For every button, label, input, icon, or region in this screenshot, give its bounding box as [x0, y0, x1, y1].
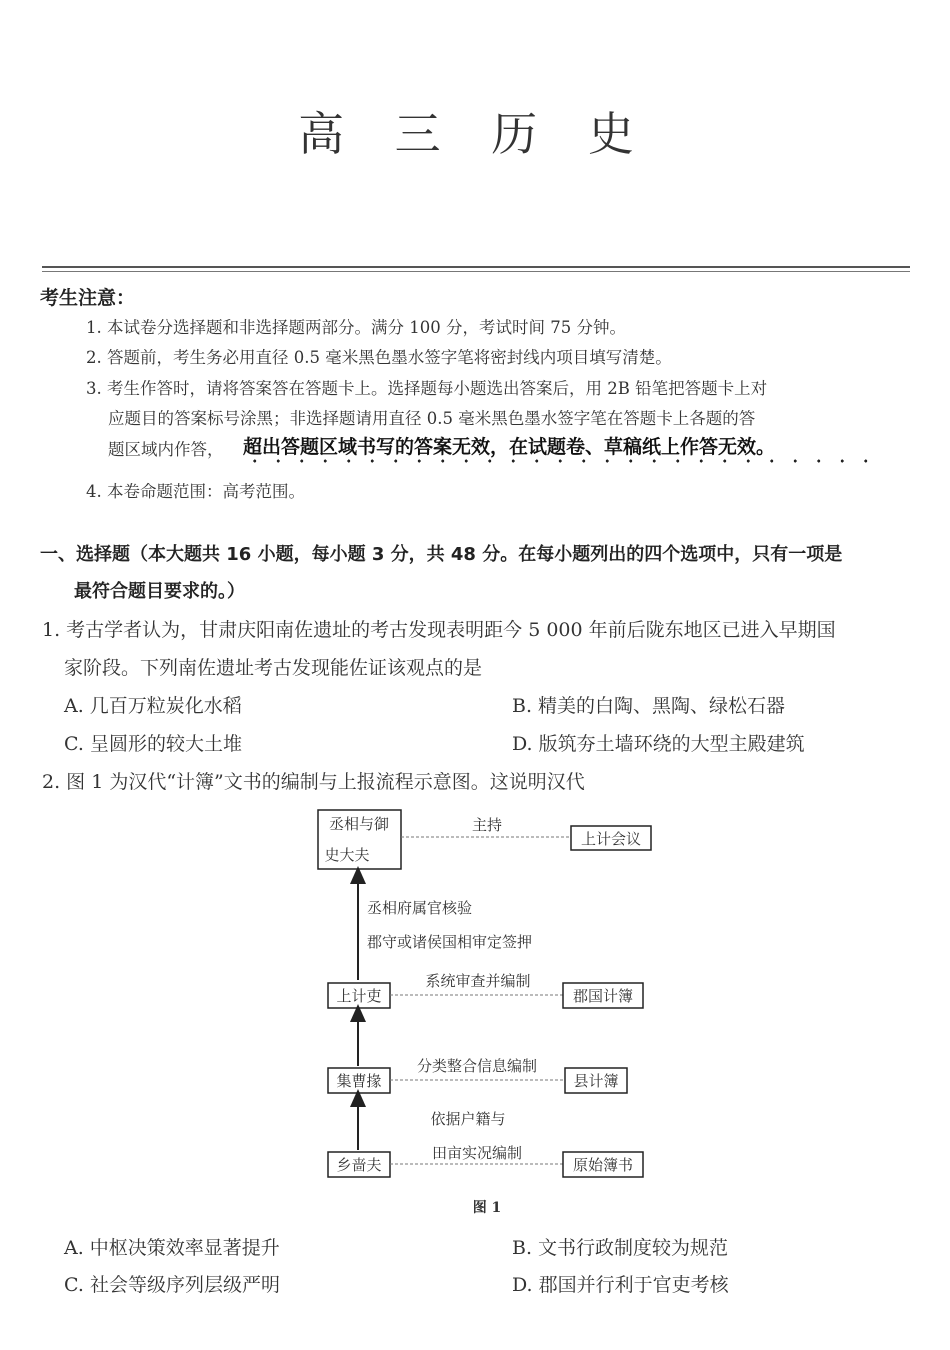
- notice-item-3-cont2: 题区域内作答，: [108, 440, 224, 459]
- box-meeting-label: 上计会议: [580, 830, 642, 848]
- q2-option-c[interactable]: C. 社会等级序列层级严明: [64, 1274, 280, 1296]
- figure-1-flowchart: [300, 800, 670, 1220]
- question-2-stem: 2. 图 1 为汉代“计簿”文书的编制与上报流程示意图。这说明汉代: [42, 771, 585, 793]
- box-jun-label: 郡国计簿: [572, 987, 634, 1005]
- box-chancellor-line1: 丞相与御: [328, 815, 390, 833]
- box-chancellor-line2: 史大夫: [324, 846, 370, 864]
- notice-item-2: 2. 答题前，考生务必用直径 0.5 毫米黑色墨水签字笔将密封线内项目填写清楚。: [86, 348, 672, 367]
- divider: [42, 266, 910, 268]
- label-host: 主持: [471, 816, 503, 834]
- q1-option-c[interactable]: C. 呈圆形的较大土堆: [64, 733, 242, 755]
- q2-option-a[interactable]: A. 中枢决策效率显著提升: [64, 1237, 280, 1259]
- box-shangji-label: 上计吏: [336, 987, 382, 1005]
- q1-option-d[interactable]: D. 版筑夯土墙环绕的大型主殿建筑: [512, 733, 805, 755]
- notice-item-1: 1. 本试卷分选择题和非选择题两部分。满分 100 分，考试时间 75 分钟。: [86, 318, 626, 337]
- q2-option-d[interactable]: D. 郡国并行利于官吏考核: [512, 1274, 729, 1296]
- emphasis-dots: [243, 458, 873, 464]
- divider-thin: [42, 271, 910, 272]
- question-1-stem-cont: 家阶段。下列南佐遗址考古发现能佐证该观点的是: [64, 657, 483, 679]
- label-classify: 分类整合信息编制: [416, 1057, 538, 1075]
- label-verify-1: 丞相府属官核验: [367, 899, 473, 917]
- notice-item-4: 4. 本卷命题范围：高考范围。: [86, 482, 305, 501]
- q1-option-b[interactable]: B. 精美的白陶、黑陶、绿松石器: [512, 695, 786, 717]
- box-origin-label: 原始簿书: [572, 1156, 634, 1174]
- box-xiang-label: 乡啬夫: [336, 1156, 382, 1174]
- section-heading-cont: 最符合题目要求的。）: [74, 581, 245, 602]
- label-review: 系统审查并编制: [425, 972, 531, 990]
- box-jicao-label: 集曹掾: [336, 1072, 382, 1090]
- label-basis-2: 田亩实况编制: [431, 1144, 523, 1162]
- q2-option-b[interactable]: B. 文书行政制度较为规范: [512, 1237, 729, 1259]
- q1-option-a[interactable]: A. 几百万粒炭化水稻: [64, 695, 242, 717]
- notice-heading: 考生注意：: [40, 287, 136, 309]
- section-heading: 一、选择题（本大题共 16 小题，每小题 3 分，共 48 分。在每小题列出的四个选项中，只有一项是: [40, 544, 843, 565]
- box-xian-label: 县计簿: [573, 1072, 619, 1090]
- notice-item-3-cont: 应题目的答案标号涂黑；非选择题请用直径 0.5 毫米黑色墨水签字笔在答题卡上各题的答: [108, 409, 756, 428]
- label-basis-1: 依据户籍与: [430, 1110, 506, 1128]
- figure-caption: 图 1: [472, 1200, 502, 1216]
- question-1-stem: 1. 考古学者认为，甘肃庆阳南佐遗址的考古发现表明距今 5 000 年前后陇东地区已进入早期国: [42, 619, 836, 641]
- notice-emphasis: 超出答题区域书写的答案无效，在试题卷、草稿纸上作答无效。: [243, 436, 776, 458]
- notice-item-3: 3. 考生作答时，请将答案答在答题卡上。选择题每小题选出答案后，用 2B 铅笔把答题卡上对: [86, 379, 768, 398]
- page-title: 高 三 历 史: [298, 107, 652, 161]
- label-verify-2: 郡守或诸侯国相审定签押: [367, 933, 533, 951]
